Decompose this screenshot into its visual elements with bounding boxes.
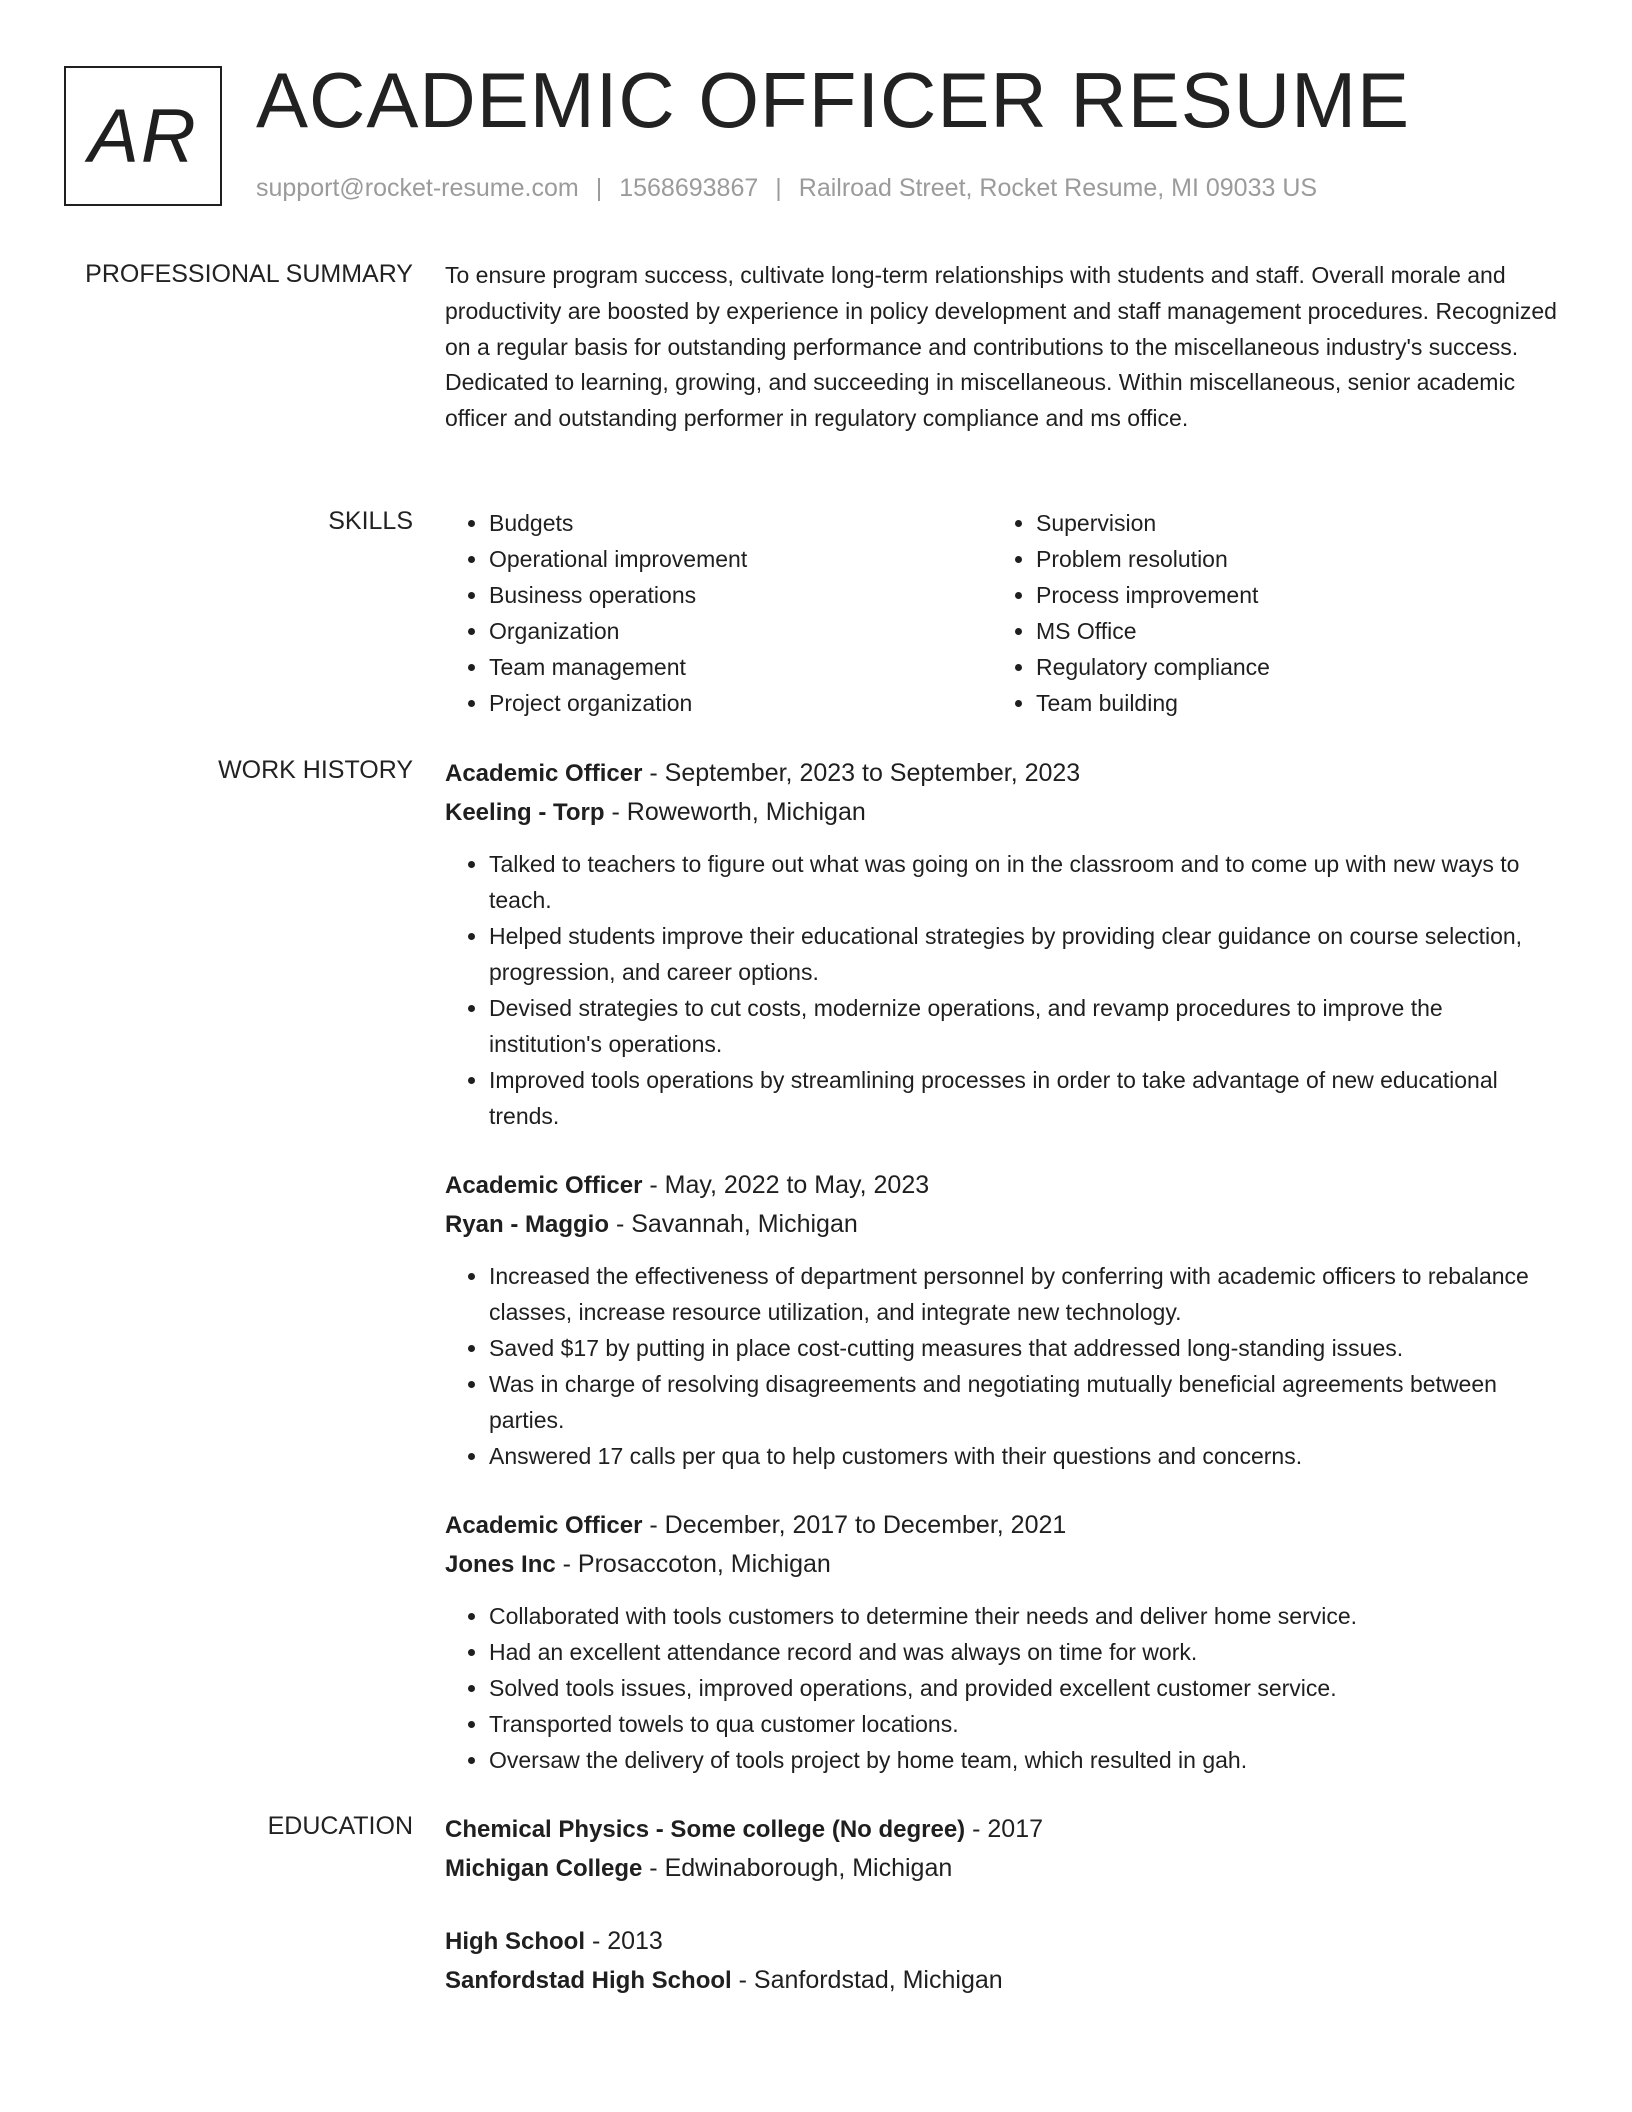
skill-item: • MS Office xyxy=(1036,613,1539,649)
skills-list-left xyxy=(445,505,992,721)
job-dates: - September, 2023 to September, 2023 xyxy=(642,759,1081,787)
job-bullet: • Had an excellent attendance record and was always on time for work. xyxy=(489,1634,1560,1670)
job-company: Jones Inc xyxy=(445,1551,556,1578)
job-company: Ryan - Maggio xyxy=(445,1211,610,1238)
job-bullet: • Helped students improve their educational strategies by providing clear guidance on course selection, progression, and career options. xyxy=(489,918,1560,990)
job-entry xyxy=(445,1166,1560,1474)
education-degree: High School xyxy=(445,1928,585,1955)
job-bullet: • Devised strategies to cut costs, modernize operations, and revamp procedures to improve the institution's operations. xyxy=(489,990,1560,1062)
contact-address: Railroad Street, Rocket Resume, MI 09033 US xyxy=(798,174,1318,202)
job-bullet: • Oversaw the delivery of tools project by home team, which resulted in gah. xyxy=(489,1742,1560,1778)
contact-phone: 1568693867 xyxy=(619,174,759,202)
job-bullet: • Transported towels to qua customer locations. xyxy=(489,1706,1560,1742)
contact-separator: | xyxy=(595,174,603,202)
skill-item: • Supervision xyxy=(1036,505,1539,541)
job-bullets xyxy=(445,1258,1560,1474)
contact-line xyxy=(256,174,1317,203)
skills-body xyxy=(445,505,1560,721)
education-entry xyxy=(445,1810,1560,1888)
job-bullet: • Was in charge of resolving disagreements and negotiating mutually beneficial agreements between parties. xyxy=(489,1366,1560,1438)
skill-item: • Organization xyxy=(489,613,992,649)
skill-item: • Business operations xyxy=(489,577,992,613)
job-title: Academic Officer xyxy=(445,1172,643,1199)
skill-item: • Project organization xyxy=(489,685,992,721)
summary-text: To ensure program success, cultivate long-term relationships with students and staff. Overall morale and productivity are boosted by experience in policy development and staff management procedures. Recognized on a regular basis for outstanding performance and contributions to the miscellaneous industry's success. Dedicated to learning, growing, and succeeding in miscellaneous. Within miscellaneous, senior academic officer and outstanding performer in regulatory compliance and ms office. xyxy=(445,262,1557,432)
page-title: ACADEMIC OFFICER RESUME xyxy=(256,56,1411,144)
education-degree: Chemical Physics - Some college (No degree) xyxy=(445,1816,966,1843)
monogram-logo: AR xyxy=(64,66,222,206)
job-title-line xyxy=(445,1506,1560,1545)
education-year: - 2017 xyxy=(965,1815,1044,1843)
job-company-line xyxy=(445,1205,1560,1244)
job-bullet: • Increased the effectiveness of department personnel by conferring with academic officers to rebalance classes, increase resource utilization, and integrate new technology. xyxy=(489,1258,1560,1330)
skill-item: • Operational improvement xyxy=(489,541,992,577)
education-degree-line xyxy=(445,1922,1560,1961)
job-entry xyxy=(445,754,1560,1134)
job-company: Keeling - Torp xyxy=(445,799,605,826)
skill-item: • Process improvement xyxy=(1036,577,1539,613)
education-location: - Sanfordstad, Michigan xyxy=(731,1966,1003,1994)
education-school: Michigan College xyxy=(445,1855,643,1882)
job-bullet: • Collaborated with tools customers to determine their needs and deliver home service. xyxy=(489,1598,1560,1634)
job-entry xyxy=(445,1506,1560,1778)
job-bullet: • Saved $17 by putting in place cost-cutting measures that addressed long-standing issues. xyxy=(489,1330,1560,1366)
summary-body xyxy=(445,258,1560,437)
education-school: Sanfordstad High School xyxy=(445,1967,732,1994)
contact-separator: | xyxy=(775,174,782,202)
job-bullet: • Talked to teachers to figure out what was going on in the classroom and to come up with new ways to teach. xyxy=(489,846,1560,918)
job-title: Academic Officer xyxy=(445,1512,643,1539)
job-location: - Prosaccoton, Michigan xyxy=(555,1550,831,1578)
job-title: Academic Officer xyxy=(445,760,643,787)
job-dates: - December, 2017 to December, 2021 xyxy=(642,1511,1067,1539)
job-bullet: • Answered 17 calls per qua to help customers with their questions and concerns. xyxy=(489,1438,1560,1474)
job-bullet: • Improved tools operations by streamlining processes in order to take advantage of new educational trends. xyxy=(489,1062,1560,1134)
job-dates: - May, 2022 to May, 2023 xyxy=(642,1171,930,1199)
job-bullets xyxy=(445,846,1560,1134)
skill-item: • Team building xyxy=(1036,685,1539,721)
skill-item: • Team management xyxy=(489,649,992,685)
skill-item: • Budgets xyxy=(489,505,992,541)
skill-item: • Problem resolution xyxy=(1036,541,1539,577)
section-label-skills: SKILLS xyxy=(328,507,413,535)
education-school-line xyxy=(445,1961,1560,2000)
skill-item: • Regulatory compliance xyxy=(1036,649,1539,685)
education-entry xyxy=(445,1922,1560,2000)
section-label-work-history: WORK HISTORY xyxy=(218,756,413,784)
section-label-education: EDUCATION xyxy=(267,1812,413,1840)
job-title-line xyxy=(445,754,1560,793)
job-bullet: • Solved tools issues, improved operations, and provided excellent customer service. xyxy=(489,1670,1560,1706)
education-school-line xyxy=(445,1849,1560,1888)
section-label-summary: PROFESSIONAL SUMMARY xyxy=(85,260,413,288)
skills-list-right xyxy=(992,505,1539,721)
contact-email: support@rocket-resume.com xyxy=(256,174,579,202)
job-bullets xyxy=(445,1598,1560,1778)
education-year: - 2013 xyxy=(585,1927,663,1955)
education-location: - Edwinaborough, Michigan xyxy=(642,1854,953,1882)
job-title-line xyxy=(445,1166,1560,1205)
education-degree-line xyxy=(445,1810,1560,1849)
job-location: - Savannah, Michigan xyxy=(609,1210,858,1238)
job-location: - Roweworth, Michigan xyxy=(604,798,866,826)
job-company-line xyxy=(445,1545,1560,1584)
job-company-line xyxy=(445,793,1560,832)
